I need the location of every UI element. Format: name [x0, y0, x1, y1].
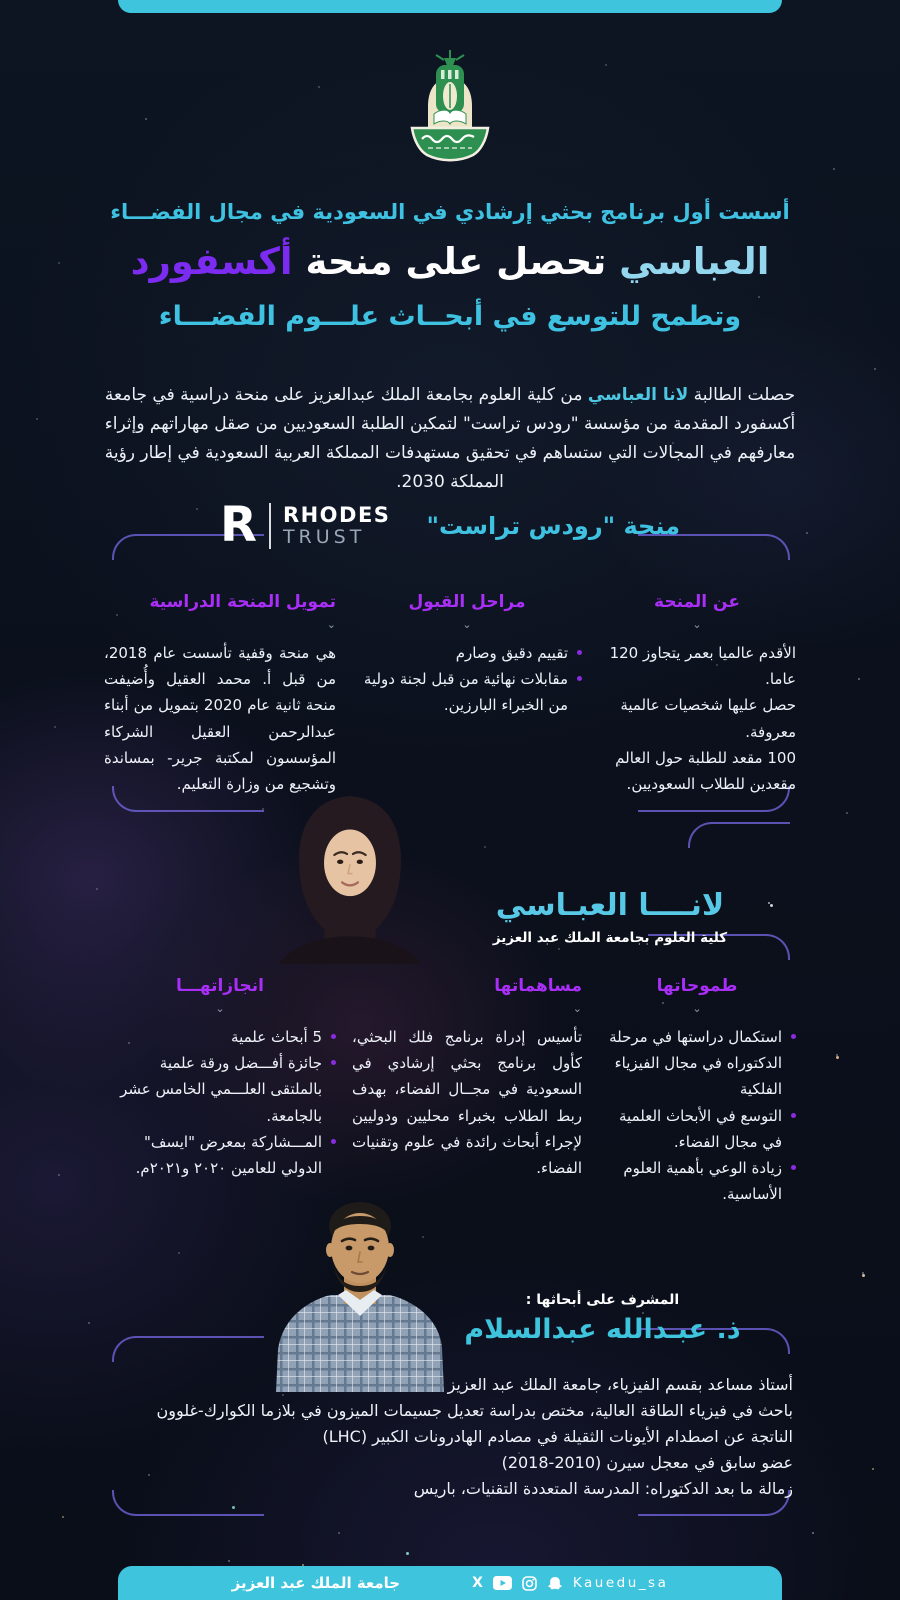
bullet-item — [104, 1024, 336, 1050]
bullet-text: المـــشاركة بمعرض "ايسف" الدولي للعامين ٢٠٢٠ و٢٠٢١م. — [135, 1132, 322, 1177]
footer-university-name: جامعة الملك عبد العزيز — [231, 1574, 401, 1592]
bullet-text: زيادة الوعي بأهمية العلوم الأساسية. — [623, 1159, 782, 1204]
supervisor-label: المشرف على أبحاثها : — [525, 1292, 680, 1308]
intro-text-end: من كلية العلوم بجامعة الملك عبدالعزيز على منحة دراسية في جامعة أكسفورد المقدمة من مؤسسة "رودس تراست" لتمكين الطلبة السعوديين من صقل مهاراتهم وإثراء معارفهم في المجالات التي ستساهم في تحقيق مستهدفات المملكة العربية السعودية في إطار رؤية المملكة 2030. — [104, 385, 796, 492]
top-accent-bar — [118, 0, 782, 13]
bullet-dot — [331, 1034, 336, 1039]
intro-paragraph — [92, 381, 808, 497]
starfield-bright — [0, 0, 3, 3]
chevron-down-icon: ⌄ — [692, 617, 702, 631]
column-admission-stages — [352, 588, 582, 797]
column-contributions — [352, 972, 582, 1208]
bullet-item — [598, 1155, 796, 1208]
trust-wordmark: TRUST — [282, 526, 366, 549]
bullet-dot — [577, 676, 582, 681]
social-handle[interactable]: Kauedu_sa — [572, 1575, 669, 1591]
column-line: مقعدين للطلاب السعوديين. — [626, 775, 796, 793]
supervisor-bio — [105, 1372, 793, 1502]
rhodes-section-title: منحة "رودس تراست" — [426, 512, 681, 540]
corner-bracket — [112, 1336, 264, 1362]
chevron-down-icon: ⌄ — [326, 617, 336, 631]
bullet-item — [352, 640, 582, 666]
student-portrait — [252, 792, 448, 964]
student-name: لانــــا العبـاسي — [495, 888, 725, 923]
bio-line: أستاذ مساعد بقسم الفيزياء، جامعة الملك عبد العزيز — [447, 1375, 793, 1394]
chevron-down-icon: ⌄ — [692, 1001, 702, 1015]
column-heading: مراحل القبول — [408, 592, 526, 612]
rhodes-columns — [104, 588, 796, 797]
column-heading: عن المنحة — [654, 592, 740, 612]
headline-block — [0, 200, 900, 332]
footer-bar — [118, 1566, 782, 1600]
rhodes-wordmark: RHODES — [282, 503, 391, 527]
kau-university-logo — [388, 48, 512, 176]
chevron-down-icon: ⌄ — [215, 1001, 225, 1015]
headline-oxford-highlight: أكسفورد — [130, 240, 293, 283]
snapchat-icon[interactable] — [547, 1576, 563, 1591]
supervisor-name: ذ. عبـدالله عبدالسلام — [464, 1314, 741, 1345]
chevron-down-icon: ⌄ — [462, 617, 472, 631]
column-about-scholarship — [598, 588, 796, 797]
bio-line: باحث في فيزياء الطاقة العالية، مختص بدراسة تعديل جسيمات الميزون في بلازما الكوارك-غلوون — [156, 1400, 793, 1420]
bullet-text: 5 أبحاث علمية — [231, 1027, 322, 1046]
column-line: 100 مقعد للطلبة حول العالم — [615, 748, 796, 767]
youtube-icon[interactable] — [493, 1576, 512, 1590]
rhodes-section-header — [0, 497, 900, 554]
column-heading: طموحاتها — [656, 976, 738, 996]
column-paragraph: هي منحة وقفية تأسست عام 2018، من قبل أ. محمد العقيل وأُضيفت منحة ثانية عام 2020 بتمويل من أبناء عبدالرحمن العقيل الشركاء المؤسسون لمكتبة جرير- بمساندة وتشجيع من وزارة التعليم. — [104, 643, 337, 793]
bullet-dot — [577, 650, 582, 655]
column-heading: مساهماتها — [494, 976, 582, 996]
bullet-dot — [791, 1113, 796, 1118]
bullet-text: جائزة أفـــضل ورقة علمية بالملتقى العلـــمي الخامس عشر بالجامعة. — [120, 1054, 322, 1125]
column-paragraph: تأسيس إدراة برنامج فلك البحثي، كأول برنامج بحثي إرشادي في السعودية في مجــال الفضاء، بهدف ربط الطلاب بخبراء محليين ودوليين لإجراء أبحاث رائدة في علوم وتقنيات الفضاء. — [352, 1027, 582, 1177]
column-scholarship-funding — [104, 588, 336, 797]
intro-student-name: لانا العباسي — [587, 385, 689, 405]
headline-mid: تحصل على منحة — [292, 240, 620, 283]
bullet-item — [104, 1050, 336, 1129]
bullet-text: التوسع في الأبحاث العلمية في مجال الفضاء. — [619, 1106, 782, 1151]
column-achievements — [104, 972, 336, 1208]
bullet-item — [104, 1129, 336, 1182]
supervisor-name-block — [430, 1292, 775, 1345]
bio-line: عضو سابق في معجل سيرن (2010-2018) — [501, 1452, 793, 1472]
column-line: الأقدم عالميا بعمر يتجاوز 120 عاما. — [609, 643, 796, 688]
bullet-item — [598, 1103, 796, 1156]
bullet-text: تقييم دقيق وصارم — [455, 643, 568, 662]
headline-line2 — [0, 240, 900, 283]
bio-line: الناتجة عن اصطدام الأيونات الثقيلة في مصادم الهادرونات الكبير (LHC) — [322, 1426, 793, 1446]
headline-line1: أسست أول برنامج بحثي إرشادي في السعودية في مجال الفضـــاء — [110, 200, 790, 224]
student-name-block — [445, 888, 775, 946]
bullet-text: استكمال دراستها في مرحلة الدكتوراه في مجال الفيزياء الفلكية — [609, 1027, 782, 1099]
rhodes-r-mark: R — [219, 497, 257, 554]
column-line: حصل عليها شخصيات عالمية معروفة. — [620, 696, 796, 741]
column-heading: انجازاتهـــا — [176, 976, 264, 996]
bullet-item — [598, 1024, 796, 1103]
chevron-down-icon: ⌄ — [572, 1001, 582, 1015]
logo-divider — [269, 503, 271, 549]
bullet-dot — [331, 1139, 336, 1144]
student-subtitle: كلية العلوم بجامعة الملك عبد العزيز — [492, 930, 728, 946]
headline-name: العباسي — [619, 240, 770, 283]
bullet-dot — [791, 1034, 796, 1039]
instagram-icon[interactable] — [522, 1576, 537, 1591]
x-icon[interactable]: X — [472, 1575, 483, 1591]
bullet-item — [352, 666, 582, 719]
bio-line: زمالة ما بعد الدكتوراه: المدرسة المتعددة التقنيات، باريس — [413, 1478, 793, 1498]
footer-social-row — [472, 1575, 668, 1591]
column-heading: تمويل المنحة الدراسية — [149, 592, 336, 612]
bullet-text: مقابلات نهائية من قبل لجنة دولية من الخبراء البارزين. — [363, 670, 568, 715]
bullet-dot — [331, 1060, 336, 1065]
rhodes-trust-logo — [219, 497, 391, 554]
intro-text-start: حصلت الطالبة — [688, 385, 796, 405]
corner-bracket — [688, 822, 790, 848]
headline-line3: وتطمح للتوسع في أبحــاث علـــوم الفضـــاء — [158, 301, 742, 332]
student-columns — [104, 972, 796, 1208]
bullet-dot — [791, 1165, 796, 1170]
column-ambitions — [598, 972, 796, 1208]
